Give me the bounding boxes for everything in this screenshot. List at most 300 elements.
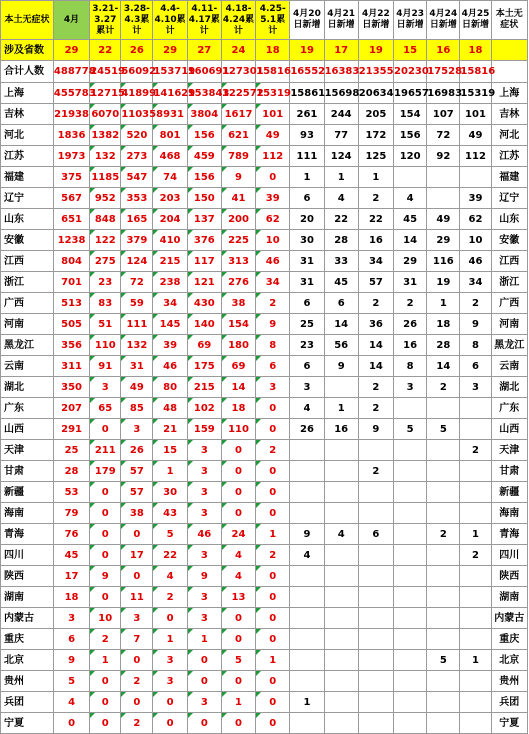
row-weekly-value: 69 xyxy=(187,335,221,356)
header-daily-3: 4月23日新增 xyxy=(394,1,427,40)
row-weekly-value: 804 xyxy=(53,251,89,272)
row-weekly-value: 3 xyxy=(187,440,221,461)
table-row xyxy=(1,251,528,272)
row-weekly-value: 21938 xyxy=(53,104,89,125)
row-daily-value: 8 xyxy=(460,335,491,356)
row-province-name-right: 湖北 xyxy=(491,377,527,398)
row-daily-value: 5 xyxy=(427,650,460,671)
row-daily-value: 6 xyxy=(290,188,324,209)
row-daily-value: 244 xyxy=(324,104,358,125)
row-weekly-value: 4 xyxy=(153,566,187,587)
row-daily-value xyxy=(427,482,460,503)
row-weekly-value: 0 xyxy=(221,440,255,461)
row-daily-value xyxy=(427,503,460,524)
row-weekly-value: 353 xyxy=(121,188,153,209)
row-weekly-value: 3 xyxy=(53,608,89,629)
row-daily-value xyxy=(394,713,427,734)
header-weekly-5: 4.18-4.24累计 xyxy=(221,1,255,40)
row-daily-value: 33 xyxy=(324,251,358,272)
row-daily-value xyxy=(290,629,324,650)
row-daily-value: 172 xyxy=(358,125,393,146)
row-daily-value xyxy=(427,713,460,734)
row-daily-value xyxy=(358,608,393,629)
row-daily-value xyxy=(394,167,427,188)
table-row xyxy=(1,293,528,314)
row-weekly-value: 0 xyxy=(256,167,290,188)
row-daily-value: 1 xyxy=(460,524,491,545)
row-province-name-right: 浙江 xyxy=(491,272,527,293)
row-weekly-value: 1 xyxy=(256,524,290,545)
row-province-name: 辽宁 xyxy=(1,188,54,209)
row-weekly-value: 9 xyxy=(53,650,89,671)
row-province-name: 广西 xyxy=(1,293,54,314)
row-weekly-value: 3 xyxy=(187,692,221,713)
row-weekly-value: 1 xyxy=(187,629,221,650)
row-weekly-value: 276 xyxy=(221,272,255,293)
header-label-left: 本土无症状 xyxy=(1,1,54,40)
total-daily-0: 16552 xyxy=(290,61,324,83)
row-weekly-value: 0 xyxy=(221,608,255,629)
row-province-name: 上海 xyxy=(1,83,54,104)
row-daily-value: 14 xyxy=(358,335,393,356)
row-weekly-value: 0 xyxy=(121,692,153,713)
row-daily-value xyxy=(290,566,324,587)
row-daily-value xyxy=(358,482,393,503)
row-weekly-value: 39 xyxy=(153,335,187,356)
row-daily-value: 26 xyxy=(290,419,324,440)
row-weekly-value: 121 xyxy=(187,272,221,293)
row-weekly-value: 0 xyxy=(90,692,121,713)
total-weekly-1: 24519 xyxy=(90,61,121,83)
total-weekly-2: 56092 xyxy=(121,61,153,83)
row-weekly-value: 14 xyxy=(221,377,255,398)
row-weekly-value: 124 xyxy=(121,251,153,272)
row-daily-value: 34 xyxy=(358,251,393,272)
row-daily-value: 9 xyxy=(460,314,491,335)
row-province-name-right: 黑龙江 xyxy=(491,335,527,356)
row-daily-value xyxy=(324,608,358,629)
row-daily-value: 2 xyxy=(358,461,393,482)
row-daily-value: 2 xyxy=(394,293,427,314)
row-weekly-value: 132 xyxy=(90,146,121,167)
header-daily-0: 4月20日新增 xyxy=(290,1,324,40)
row-weekly-value: 69 xyxy=(221,356,255,377)
row-weekly-value: 76 xyxy=(53,524,89,545)
table-row xyxy=(1,671,528,692)
row-weekly-value: 1 xyxy=(90,650,121,671)
header-weekly-6: 4.25-5.1累计 xyxy=(256,1,290,40)
row-daily-value xyxy=(460,503,491,524)
row-weekly-value: 112 xyxy=(256,146,290,167)
row-weekly-value: 41899 xyxy=(121,83,153,104)
row-weekly-value: 2 xyxy=(256,440,290,461)
row-daily-value: 31 xyxy=(394,272,427,293)
header-weekly-2: 3.28-4.3累计 xyxy=(121,1,153,40)
row-province-name-right: 广东 xyxy=(491,398,527,419)
provinces-daily-5: 18 xyxy=(460,40,491,61)
row-daily-value: 36 xyxy=(358,314,393,335)
row-daily-value xyxy=(324,629,358,650)
row-daily-value xyxy=(290,482,324,503)
row-daily-value: 45 xyxy=(324,272,358,293)
row-weekly-value: 848 xyxy=(90,209,121,230)
row-weekly-value: 79 xyxy=(53,503,89,524)
total-weekly-6: 15816 xyxy=(256,61,290,83)
row-weekly-value: 25 xyxy=(53,440,89,461)
row-province-name-right: 吉林 xyxy=(491,104,527,125)
table-row xyxy=(1,629,528,650)
header-daily-1: 4月21日新增 xyxy=(324,1,358,40)
table-row xyxy=(1,503,528,524)
row-daily-value xyxy=(460,713,491,734)
row-weekly-value: 459 xyxy=(187,146,221,167)
row-weekly-value: 0 xyxy=(153,713,187,734)
row-daily-value: 14 xyxy=(427,356,460,377)
row-daily-value xyxy=(394,503,427,524)
row-daily-value xyxy=(394,440,427,461)
row-daily-value xyxy=(427,398,460,419)
row-weekly-value: 39 xyxy=(256,188,290,209)
row-weekly-value: 57 xyxy=(121,461,153,482)
row-daily-value: 2 xyxy=(460,293,491,314)
row-daily-value: 4 xyxy=(394,188,427,209)
provinces-label: 涉及省数 xyxy=(1,40,54,61)
row-daily-value xyxy=(324,461,358,482)
table-row xyxy=(1,713,528,734)
row-weekly-value: 2 xyxy=(153,587,187,608)
row-weekly-value: 15319 xyxy=(256,83,290,104)
row-weekly-value: 6 xyxy=(256,356,290,377)
row-weekly-value: 0 xyxy=(53,713,89,734)
row-weekly-value: 137 xyxy=(187,209,221,230)
row-province-name: 陕西 xyxy=(1,566,54,587)
row-weekly-value: 21 xyxy=(153,419,187,440)
row-weekly-value: 0 xyxy=(121,524,153,545)
row-weekly-value: 0 xyxy=(90,524,121,545)
row-daily-value xyxy=(460,566,491,587)
row-daily-value: 14 xyxy=(358,356,393,377)
row-province-name-right: 安徽 xyxy=(491,230,527,251)
row-daily-value xyxy=(290,587,324,608)
row-daily-value: 49 xyxy=(460,125,491,146)
row-weekly-value: 12715 xyxy=(90,83,121,104)
row-weekly-value: 179 xyxy=(90,461,121,482)
row-daily-value xyxy=(427,566,460,587)
row-province-name: 山西 xyxy=(1,419,54,440)
row-daily-value: 125 xyxy=(358,146,393,167)
row-daily-value xyxy=(427,440,460,461)
row-weekly-value: 18 xyxy=(53,587,89,608)
row-daily-value: 62 xyxy=(460,209,491,230)
row-daily-value: 29 xyxy=(394,251,427,272)
row-weekly-value: 0 xyxy=(187,650,221,671)
row-weekly-value: 3 xyxy=(256,377,290,398)
row-province-name-right: 上海 xyxy=(491,83,527,104)
row-weekly-value: 122572 xyxy=(221,83,255,104)
row-weekly-value: 46 xyxy=(256,251,290,272)
row-province-name-right: 四川 xyxy=(491,545,527,566)
row-daily-value xyxy=(290,440,324,461)
row-weekly-value: 513 xyxy=(53,293,89,314)
row-weekly-value: 0 xyxy=(256,566,290,587)
total-daily-3: 20230 xyxy=(394,61,427,83)
row-weekly-value: 0 xyxy=(256,482,290,503)
row-weekly-value: 175 xyxy=(187,356,221,377)
total-daily-4: 17528 xyxy=(427,61,460,83)
row-weekly-value: 0 xyxy=(256,419,290,440)
row-weekly-value: 651 xyxy=(53,209,89,230)
row-daily-value: 16 xyxy=(324,419,358,440)
row-weekly-value: 952 xyxy=(90,188,121,209)
row-weekly-value: 3 xyxy=(187,503,221,524)
row-weekly-value: 3 xyxy=(121,419,153,440)
row-weekly-value: 132 xyxy=(121,335,153,356)
row-daily-value: 46 xyxy=(460,251,491,272)
row-weekly-value: 2 xyxy=(121,671,153,692)
row-daily-value: 6 xyxy=(290,293,324,314)
row-daily-value xyxy=(324,650,358,671)
row-province-name-right: 兵团 xyxy=(491,692,527,713)
header-daily-4: 4月24日新增 xyxy=(427,1,460,40)
row-weekly-value: 102 xyxy=(187,398,221,419)
row-province-name-right: 云南 xyxy=(491,356,527,377)
table-row xyxy=(1,188,528,209)
row-daily-value: 15698 xyxy=(324,83,358,104)
row-weekly-value: 111 xyxy=(121,314,153,335)
row-weekly-value: 375 xyxy=(53,167,89,188)
row-daily-value xyxy=(324,440,358,461)
row-weekly-value: 1617 xyxy=(221,104,255,125)
row-daily-value xyxy=(358,587,393,608)
row-province-name: 河北 xyxy=(1,125,54,146)
row-weekly-value: 3 xyxy=(153,671,187,692)
row-province-name: 江苏 xyxy=(1,146,54,167)
row-province-name: 宁夏 xyxy=(1,713,54,734)
row-daily-value: 9 xyxy=(358,419,393,440)
table-row xyxy=(1,272,528,293)
row-province-name: 四川 xyxy=(1,545,54,566)
row-weekly-value: 1836 xyxy=(53,125,89,146)
row-daily-value: 156 xyxy=(394,125,427,146)
row-daily-value xyxy=(324,692,358,713)
row-daily-value xyxy=(324,503,358,524)
row-daily-value xyxy=(358,713,393,734)
row-weekly-value: 0 xyxy=(256,608,290,629)
row-daily-value xyxy=(460,167,491,188)
table-row xyxy=(1,440,528,461)
row-daily-value xyxy=(427,167,460,188)
row-daily-value xyxy=(290,650,324,671)
row-daily-value: 4 xyxy=(324,188,358,209)
row-weekly-value: 207 xyxy=(53,398,89,419)
row-daily-value: 16983 xyxy=(427,83,460,104)
row-daily-value xyxy=(324,545,358,566)
row-weekly-value: 110 xyxy=(221,419,255,440)
row-province-name: 吉林 xyxy=(1,104,54,125)
table-row xyxy=(1,104,528,125)
row-weekly-value: 156 xyxy=(187,167,221,188)
provinces-weekly-4: 27 xyxy=(187,40,221,61)
row-weekly-value: 547 xyxy=(121,167,153,188)
row-weekly-value: 0 xyxy=(221,713,255,734)
row-daily-value xyxy=(290,671,324,692)
row-weekly-value: 53 xyxy=(53,482,89,503)
row-province-name: 云南 xyxy=(1,356,54,377)
row-province-name-right: 宁夏 xyxy=(491,713,527,734)
table-row xyxy=(1,314,528,335)
row-weekly-value: 13 xyxy=(221,587,255,608)
row-daily-value: 1 xyxy=(290,692,324,713)
row-daily-value xyxy=(460,419,491,440)
provinces-count-row xyxy=(1,40,528,61)
row-weekly-value: 621 xyxy=(221,125,255,146)
row-weekly-value: 5 xyxy=(221,650,255,671)
row-weekly-value: 165 xyxy=(121,209,153,230)
row-weekly-value: 4 xyxy=(221,566,255,587)
row-daily-value xyxy=(324,377,358,398)
row-weekly-value: 468 xyxy=(153,146,187,167)
table-row xyxy=(1,692,528,713)
row-weekly-value: 17 xyxy=(53,566,89,587)
table-row xyxy=(1,545,528,566)
row-weekly-value: 313 xyxy=(221,251,255,272)
row-weekly-value: 7 xyxy=(121,629,153,650)
row-daily-value: 45 xyxy=(394,209,427,230)
row-weekly-value: 0 xyxy=(221,671,255,692)
row-weekly-value: 273 xyxy=(121,146,153,167)
row-weekly-value: 156 xyxy=(187,125,221,146)
table-row xyxy=(1,230,528,251)
row-weekly-value: 215 xyxy=(187,377,221,398)
row-province-name-right: 陕西 xyxy=(491,566,527,587)
row-weekly-value: 801 xyxy=(153,125,187,146)
row-weekly-value: 145 xyxy=(153,314,187,335)
row-weekly-value: 0 xyxy=(256,671,290,692)
row-weekly-value: 2 xyxy=(256,293,290,314)
table-row xyxy=(1,524,528,545)
row-daily-value: 39 xyxy=(460,188,491,209)
row-province-name: 新疆 xyxy=(1,482,54,503)
row-daily-value xyxy=(394,398,427,419)
row-daily-value: 14 xyxy=(324,314,358,335)
row-weekly-value: 0 xyxy=(221,503,255,524)
row-weekly-value: 0 xyxy=(256,629,290,650)
row-weekly-value: 0 xyxy=(256,461,290,482)
row-weekly-value: 5 xyxy=(53,671,89,692)
table-row xyxy=(1,419,528,440)
row-weekly-value: 701 xyxy=(53,272,89,293)
total-weekly-3: 153719 xyxy=(153,61,187,83)
row-weekly-value: 0 xyxy=(256,587,290,608)
row-daily-value xyxy=(394,629,427,650)
row-daily-value xyxy=(394,524,427,545)
row-province-name-right: 山西 xyxy=(491,419,527,440)
row-weekly-value: 0 xyxy=(221,461,255,482)
row-weekly-value: 430 xyxy=(187,293,221,314)
row-weekly-value: 153843 xyxy=(187,83,221,104)
table-row xyxy=(1,167,528,188)
row-daily-value xyxy=(460,461,491,482)
total-daily-1: 16383 xyxy=(324,61,358,83)
row-daily-value xyxy=(358,440,393,461)
row-daily-value xyxy=(460,587,491,608)
row-weekly-value: 18 xyxy=(221,398,255,419)
row-daily-value: 28 xyxy=(324,230,358,251)
row-weekly-value: 215 xyxy=(153,251,187,272)
row-weekly-value: 51 xyxy=(90,314,121,335)
row-weekly-value: 101 xyxy=(256,104,290,125)
row-daily-value: 8 xyxy=(394,356,427,377)
row-province-name-right: 湖南 xyxy=(491,587,527,608)
table-row xyxy=(1,461,528,482)
row-province-name-right: 辽宁 xyxy=(491,188,527,209)
table-row xyxy=(1,566,528,587)
provinces-daily-3: 15 xyxy=(394,40,427,61)
table-row xyxy=(1,146,528,167)
header-daily-5: 4月25日新增 xyxy=(460,1,491,40)
row-daily-value: 92 xyxy=(427,146,460,167)
row-weekly-value: 8 xyxy=(256,335,290,356)
row-daily-value xyxy=(427,545,460,566)
table-row xyxy=(1,650,528,671)
row-weekly-value: 26 xyxy=(121,440,153,461)
row-weekly-value: 0 xyxy=(121,650,153,671)
row-daily-value: 101 xyxy=(460,104,491,125)
row-weekly-value: 1238 xyxy=(53,230,89,251)
row-daily-value xyxy=(358,545,393,566)
row-province-name: 重庆 xyxy=(1,629,54,650)
row-weekly-value: 567 xyxy=(53,188,89,209)
provinces-weekly-0: 29 xyxy=(53,40,89,61)
row-province-name: 北京 xyxy=(1,650,54,671)
row-daily-value xyxy=(427,587,460,608)
row-weekly-value: 28 xyxy=(53,461,89,482)
row-daily-value: 30 xyxy=(290,230,324,251)
row-weekly-value: 238 xyxy=(153,272,187,293)
row-daily-value: 31 xyxy=(290,272,324,293)
header-label-right: 本土无症状 xyxy=(491,1,527,40)
row-daily-value: 29 xyxy=(427,230,460,251)
row-province-name-right: 福建 xyxy=(491,167,527,188)
row-daily-value: 18 xyxy=(427,314,460,335)
row-province-name-right: 海南 xyxy=(491,503,527,524)
row-weekly-value: 72 xyxy=(121,272,153,293)
row-daily-value xyxy=(290,461,324,482)
row-weekly-value: 9 xyxy=(256,314,290,335)
provinces-daily-0: 19 xyxy=(290,40,324,61)
row-daily-value: 93 xyxy=(290,125,324,146)
row-daily-value xyxy=(427,629,460,650)
provinces-weekly-1: 22 xyxy=(90,40,121,61)
row-province-name-right: 河南 xyxy=(491,314,527,335)
total-weekly-4: 160691 xyxy=(187,61,221,83)
row-province-name-right: 重庆 xyxy=(491,629,527,650)
row-weekly-value: 34 xyxy=(256,272,290,293)
row-daily-value xyxy=(394,545,427,566)
row-daily-value: 49 xyxy=(427,209,460,230)
row-weekly-value: 0 xyxy=(256,692,290,713)
row-province-name-right: 山东 xyxy=(491,209,527,230)
row-weekly-value: 376 xyxy=(187,230,221,251)
row-province-name: 内蒙古 xyxy=(1,608,54,629)
row-daily-value: 31 xyxy=(290,251,324,272)
total-row xyxy=(1,61,528,83)
row-daily-value xyxy=(460,482,491,503)
row-weekly-value: 80 xyxy=(153,377,187,398)
provinces-daily-1: 17 xyxy=(324,40,358,61)
row-daily-value: 1 xyxy=(290,167,324,188)
row-daily-value: 25 xyxy=(290,314,324,335)
